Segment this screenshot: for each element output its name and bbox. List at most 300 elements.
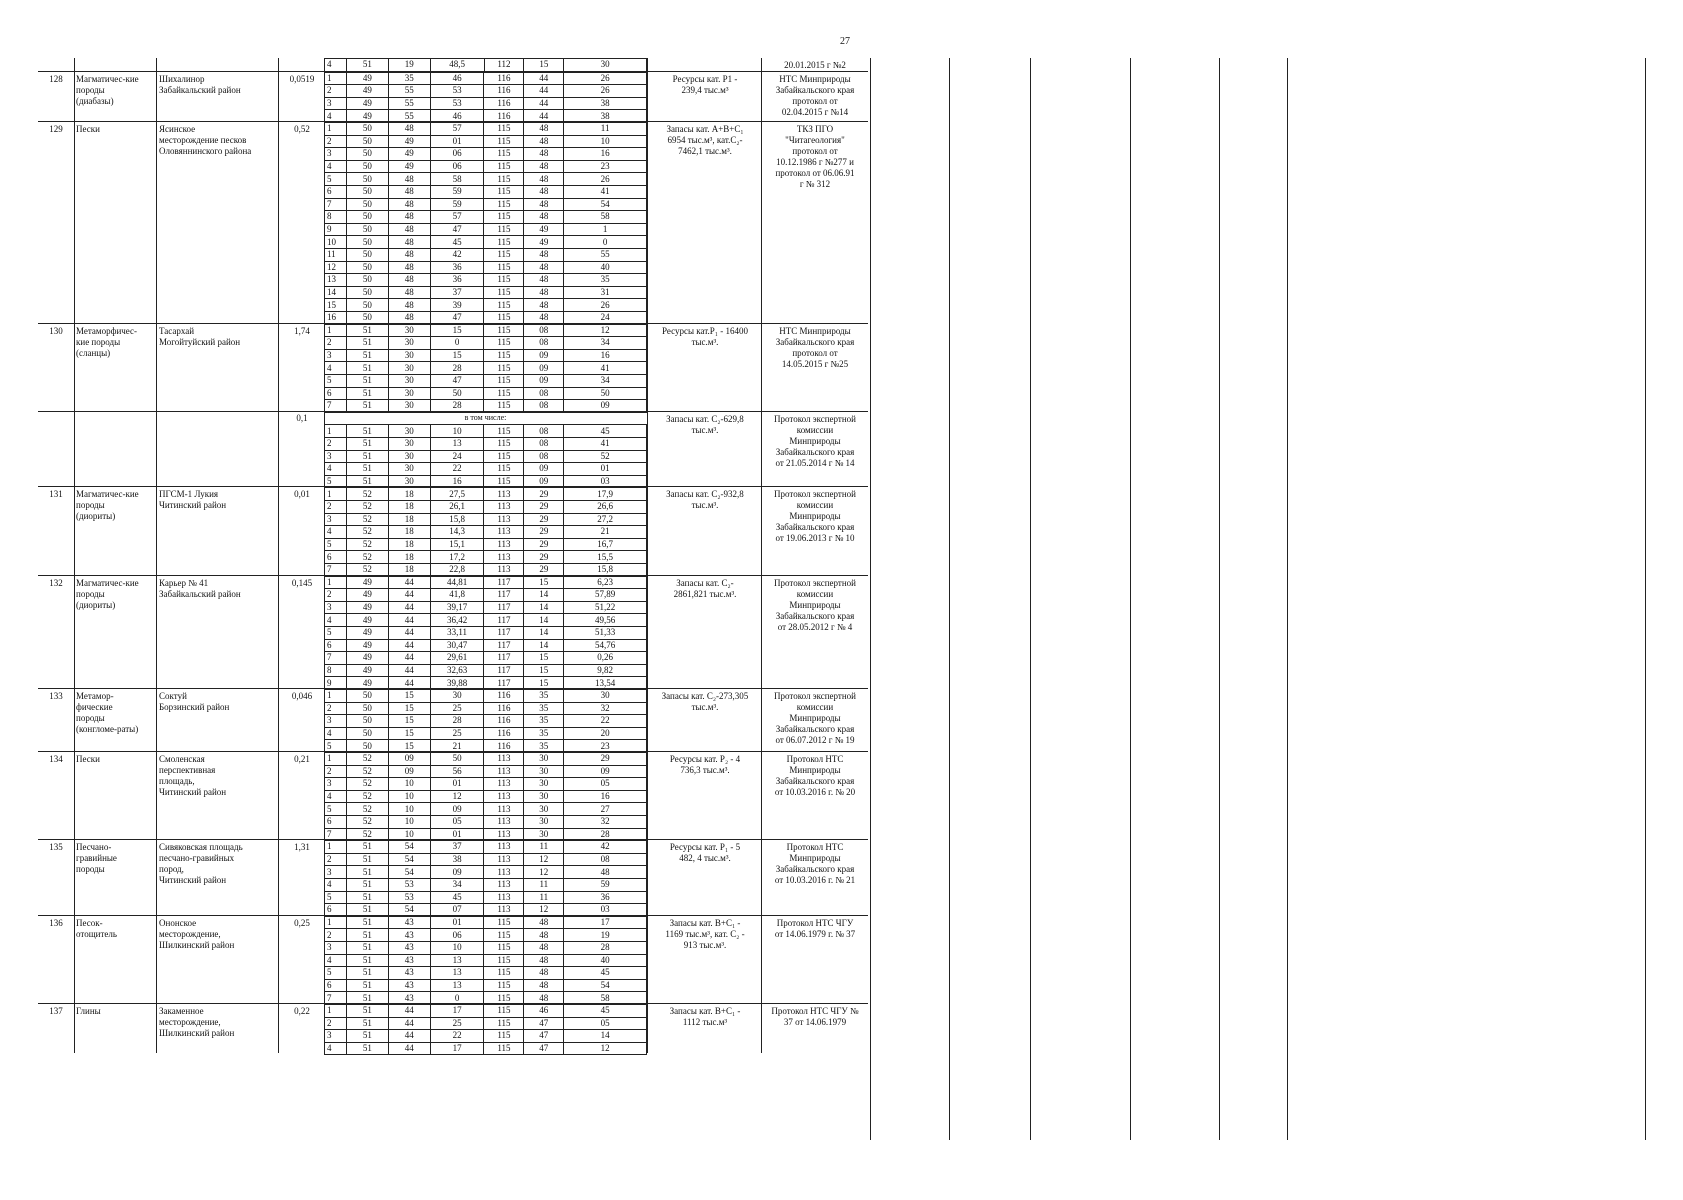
coordinate-row <box>325 337 647 350</box>
coordinate-cell: 15,8 <box>430 513 484 526</box>
column-divider <box>647 840 648 915</box>
coordinate-cell: 50 <box>346 248 388 261</box>
coordinate-cell: 113 <box>484 878 524 891</box>
coordinate-cell: 6 <box>325 185 347 198</box>
coordinate-cell: 14 <box>524 626 564 639</box>
column-divider <box>647 58 648 71</box>
column-divider <box>156 72 157 121</box>
coordinate-cell: 0 <box>430 337 484 350</box>
coordinate-cell: 15 <box>524 576 564 589</box>
deposit-name: Смоленская перспективная площадь, Читинский район <box>159 753 227 797</box>
coordinate-cell: 3 <box>325 97 347 110</box>
coordinate-cell: 116 <box>484 689 524 702</box>
coordinate-cell: 5 <box>325 374 347 387</box>
coordinate-cell: 51 <box>346 904 388 917</box>
coordinate-cell: 48 <box>388 185 430 198</box>
column-divider <box>647 916 648 1003</box>
coordinate-cell: 48 <box>524 954 564 967</box>
protocol-text: Протокол НТС Минприроды Забайкальского края от 10.03.2016 г. № 21 <box>774 842 856 886</box>
column-divider <box>156 324 157 411</box>
coordinate-cell: 08 <box>524 437 564 450</box>
coordinate-cell: 1 <box>325 488 347 501</box>
coordinate-cell: 15 <box>524 664 564 677</box>
coordinate-cell: 30 <box>524 803 564 816</box>
coordinate-cell: 48 <box>388 299 430 312</box>
coordinate-row <box>325 626 647 639</box>
coordinate-cell: 113 <box>484 538 524 551</box>
column-divider <box>949 58 950 1140</box>
column-divider <box>761 412 762 487</box>
coordinate-row <box>325 72 647 85</box>
coordinate-cell: 51 <box>346 954 388 967</box>
coordinate-cell: 29,61 <box>430 652 484 665</box>
coordinate-cell: 50 <box>564 387 647 400</box>
column-divider <box>156 840 157 915</box>
coordinate-cell: 55 <box>564 248 647 261</box>
coordinate-cell: 115 <box>484 261 524 274</box>
coordinate-cell: 5 <box>325 173 347 186</box>
coordinate-cell: 26 <box>564 173 647 186</box>
coordinate-cell: 44 <box>388 639 430 652</box>
column-divider <box>647 122 648 323</box>
coordinate-cell: 35 <box>524 689 564 702</box>
coordinate-cell: 29 <box>564 752 647 765</box>
coordinate-cell: 45 <box>564 1004 647 1017</box>
coordinate-cell: 113 <box>484 513 524 526</box>
coordinate-cell: 51,22 <box>564 601 647 614</box>
coordinate-cell: 115 <box>484 248 524 261</box>
coordinate-cell: 08 <box>524 425 564 438</box>
coordinate-cell: 33,11 <box>430 626 484 639</box>
coordinate-row <box>325 1042 647 1055</box>
coordinate-cell: 35 <box>524 740 564 753</box>
coordinate-cell: 2 <box>325 765 347 778</box>
reserves-text: Ресурсы кат.Р₁ - 16400 тыс.м³. <box>662 325 748 347</box>
coordinate-row <box>325 513 647 526</box>
column-divider <box>278 487 279 574</box>
coordinate-cell: 11 <box>564 122 647 135</box>
coordinate-cell: 21 <box>564 526 647 539</box>
coordinate-cell: 44,81 <box>430 576 484 589</box>
column-divider <box>278 576 279 688</box>
reserves-text: Запасы кат. С₂-932,8 тыс.м³. <box>666 489 744 511</box>
coordinate-cell: 51 <box>346 866 388 879</box>
coordinate-row <box>325 374 647 387</box>
column-divider <box>74 840 75 915</box>
coordinate-cell: 14 <box>524 601 564 614</box>
coordinate-cell: 4 <box>325 160 347 173</box>
coordinate-cell: 50 <box>346 740 388 753</box>
coordinate-cell: 16 <box>564 790 647 803</box>
column-divider <box>761 72 762 121</box>
column-divider <box>1287 58 1288 1140</box>
coordinate-cell: 3 <box>325 450 347 463</box>
coordinate-cell: 116 <box>484 740 524 753</box>
coordinate-cell: 30 <box>524 765 564 778</box>
coordinate-row <box>325 727 647 740</box>
coordinates-table <box>324 916 647 1005</box>
deposit-name: Шихалинор Забайкальский район <box>159 73 241 95</box>
column-divider <box>156 752 157 839</box>
coordinate-cell: 01 <box>430 916 484 929</box>
coordinate-cell: 57 <box>430 211 484 224</box>
column-divider <box>74 689 75 751</box>
coordinate-cell: 49 <box>346 97 388 110</box>
coordinate-cell: 36 <box>430 274 484 287</box>
column-divider <box>870 58 871 1140</box>
column-divider <box>278 752 279 839</box>
coordinates-table <box>324 752 647 841</box>
coordinate-row <box>325 122 647 135</box>
coordinate-cell: 43 <box>388 954 430 967</box>
coordinate-cell: 50 <box>346 727 388 740</box>
coordinate-cell: 113 <box>484 488 524 501</box>
rock-type: Метаморфичес- кие породы (сланцы) <box>76 325 137 358</box>
coordinate-cell: 15 <box>388 689 430 702</box>
coordinate-cell: 113 <box>484 891 524 904</box>
coordinate-cell: 7 <box>325 563 347 576</box>
coordinate-cell: 51 <box>346 400 388 413</box>
coordinate-cell: 49 <box>388 148 430 161</box>
coordinate-cell: 17,9 <box>564 488 647 501</box>
coordinate-row <box>325 286 647 299</box>
coordinate-cell: 48 <box>524 274 564 287</box>
coordinate-cell: 09 <box>564 765 647 778</box>
coordinate-cell: 52 <box>346 765 388 778</box>
column-divider <box>74 576 75 688</box>
coordinate-cell: 115 <box>484 299 524 312</box>
coordinate-cell: 39,88 <box>430 677 484 690</box>
coordinate-cell: 23 <box>564 160 647 173</box>
coordinate-cell: 50 <box>346 185 388 198</box>
coordinate-cell: 2 <box>325 337 347 350</box>
coordinate-cell: 28 <box>430 715 484 728</box>
coordinate-cell: 30 <box>524 828 564 841</box>
column-divider <box>761 576 762 688</box>
coordinate-cell: 18 <box>388 526 430 539</box>
coordinate-cell: 12 <box>325 261 347 274</box>
reserves-text: Ресурсы кат. Р₁ - 5 482, 4 тыс.м³. <box>669 842 741 864</box>
rock-type: Магматичес-кие породы (диабазы) <box>76 73 139 106</box>
coordinate-cell: 30 <box>388 324 430 337</box>
coordinate-cell: 14 <box>524 614 564 627</box>
deposit-name: Соктуй Борзинский район <box>159 690 230 712</box>
coordinate-row <box>325 97 647 110</box>
column-divider <box>156 487 157 574</box>
column-divider <box>761 1004 762 1053</box>
column-divider <box>1219 58 1220 1140</box>
coordinate-cell: 08 <box>524 337 564 350</box>
coordinate-cell: 41 <box>564 185 647 198</box>
coordinate-cell: 3 <box>325 1030 347 1043</box>
coordinate-cell: 30 <box>524 752 564 765</box>
coordinate-row <box>325 891 647 904</box>
coordinate-cell: 117 <box>484 576 524 589</box>
coordinate-cell: 44 <box>388 1030 430 1043</box>
coordinate-cell: 17 <box>430 1042 484 1055</box>
coordinate-cell: 1 <box>325 576 347 589</box>
coordinate-cell: 10 <box>388 815 430 828</box>
coordinate-cell: 47 <box>430 374 484 387</box>
coordinate-cell: 115 <box>484 135 524 148</box>
coordinate-cell: 06 <box>430 160 484 173</box>
coordinate-cell: 48 <box>524 248 564 261</box>
protocol-text: Протокол экспертной комиссии Минприроды Забайкальского края от 21.05.2014 г № 14 <box>774 413 856 468</box>
coordinate-cell: 43 <box>388 979 430 992</box>
coordinate-cell: 30 <box>564 59 647 72</box>
protocol-text: ТКЗ ПГО "Читагеология" протокол от 10.12.1986 г №277 и протокол от 06.06.91 г № 312 <box>775 123 855 189</box>
coordinate-cell: 13,54 <box>564 677 647 690</box>
coordinate-cell: 115 <box>484 160 524 173</box>
coordinate-cell: 50 <box>346 236 388 249</box>
coordinate-cell: 48 <box>524 211 564 224</box>
coordinate-cell: 0 <box>430 992 484 1005</box>
coordinate-cell: 52 <box>346 803 388 816</box>
deposit-name: Ясинское месторождение песков Оловяннинского района <box>159 123 252 156</box>
coordinate-row <box>325 185 647 198</box>
coordinate-cell: 51 <box>346 916 388 929</box>
coordinate-row <box>325 362 647 375</box>
coordinate-cell: 39 <box>430 299 484 312</box>
coordinate-cell: 115 <box>484 337 524 350</box>
row-number: 135 <box>49 842 63 853</box>
coordinate-cell: 1 <box>325 841 347 854</box>
page-number: 27 <box>840 36 850 47</box>
coordinate-cell: 36 <box>564 891 647 904</box>
reserves-text: Запасы кат. С₂-273,305 тыс.м³. <box>661 690 749 712</box>
coordinate-cell: 4 <box>325 362 347 375</box>
column-divider <box>647 1004 648 1053</box>
coordinate-cell: 52 <box>346 828 388 841</box>
coordinate-cell: 2 <box>325 1017 347 1030</box>
coordinate-cell: 30,47 <box>430 639 484 652</box>
coordinate-cell: 52 <box>564 450 647 463</box>
coordinate-cell: 12 <box>564 324 647 337</box>
coordinate-cell: 1 <box>564 223 647 236</box>
coordinate-cell: 4 <box>325 526 347 539</box>
coordinate-cell: 115 <box>484 148 524 161</box>
coordinate-cell: 115 <box>484 324 524 337</box>
coordinate-cell: 20 <box>564 727 647 740</box>
coordinate-cell: 115 <box>484 198 524 211</box>
coordinate-row <box>325 689 647 702</box>
coordinate-row <box>325 526 647 539</box>
coordinate-cell: 15 <box>524 59 564 72</box>
coordinate-cell: 49 <box>346 614 388 627</box>
coordinate-cell: 53 <box>388 891 430 904</box>
coordinate-cell: 29 <box>524 500 564 513</box>
coordinate-cell: 117 <box>484 664 524 677</box>
coordinate-cell: 51 <box>346 324 388 337</box>
coordinate-row <box>325 450 647 463</box>
column-divider <box>278 689 279 751</box>
coordinate-cell: 51 <box>346 475 388 488</box>
coordinate-cell: 05 <box>430 815 484 828</box>
coordinate-cell: 4 <box>325 110 347 123</box>
coordinate-cell: 59 <box>430 185 484 198</box>
reserves-text: Запасы кат. А+В+С₁ 6954 тыс.м³, кат.С₂- 7462,1 тыс.м³. <box>666 123 744 156</box>
coordinate-cell: 15 <box>388 702 430 715</box>
coordinate-cell: 4 <box>325 59 347 72</box>
protocol-text: Протокол НТС ЧГУ № 37 от 14.06.1979 <box>771 1005 859 1027</box>
column-divider <box>647 752 648 839</box>
coordinate-cell: 115 <box>484 274 524 287</box>
coordinate-cell: 50 <box>346 261 388 274</box>
protocol-text: Протокол НТС Минприроды Забайкальского края от 10.03.2016 г. № 20 <box>774 753 856 797</box>
coordinate-cell: 10 <box>388 790 430 803</box>
coordinate-cell: 25 <box>430 702 484 715</box>
coordinate-cell: 51 <box>346 979 388 992</box>
coordinate-cell: 2 <box>325 500 347 513</box>
coordinate-cell: 51 <box>346 349 388 362</box>
coordinate-cell: 13 <box>430 967 484 980</box>
coordinate-cell: 6 <box>325 904 347 917</box>
coordinate-row <box>325 223 647 236</box>
coordinate-cell: 24 <box>564 311 647 324</box>
column-divider <box>278 412 279 487</box>
row-number: 130 <box>49 325 63 336</box>
coordinate-cell: 06 <box>430 148 484 161</box>
coordinate-cell: 48 <box>388 274 430 287</box>
coordinate-cell: 115 <box>484 211 524 224</box>
coordinate-cell: 30 <box>388 387 430 400</box>
coordinate-cell: 50 <box>346 311 388 324</box>
coordinate-cell: 48 <box>388 198 430 211</box>
coordinate-cell: 15,1 <box>430 538 484 551</box>
coordinate-cell: 6 <box>325 979 347 992</box>
coordinate-cell: 48 <box>524 261 564 274</box>
column-divider <box>1030 58 1031 1140</box>
coordinate-cell: 26 <box>564 299 647 312</box>
coordinate-cell: 7 <box>325 652 347 665</box>
coordinate-row <box>325 652 647 665</box>
coordinate-cell: 115 <box>484 387 524 400</box>
coordinate-cell: 51 <box>346 929 388 942</box>
coordinate-cell: 48 <box>564 866 647 879</box>
coordinate-cell: 15 <box>388 727 430 740</box>
column-divider <box>647 324 648 411</box>
coordinate-cell: 1 <box>325 916 347 929</box>
coordinate-cell: 17,2 <box>430 551 484 564</box>
coordinate-cell: 113 <box>484 778 524 791</box>
coordinates-table <box>324 72 647 123</box>
coordinate-cell: 43 <box>388 916 430 929</box>
coordinate-cell: 51 <box>346 1030 388 1043</box>
coordinate-cell: 52 <box>346 500 388 513</box>
coordinate-cell: 38 <box>564 97 647 110</box>
column-divider <box>74 412 75 487</box>
coordinate-cell: 49 <box>346 664 388 677</box>
coordinate-cell: 47 <box>430 311 484 324</box>
column-divider <box>74 72 75 121</box>
coordinate-cell: 115 <box>484 916 524 929</box>
coordinate-cell: 15 <box>325 299 347 312</box>
coordinate-cell: 44 <box>388 652 430 665</box>
coordinate-cell: 43 <box>388 929 430 942</box>
coordinate-cell: 54 <box>564 198 647 211</box>
coordinate-cell: 01 <box>430 135 484 148</box>
coordinate-cell: 26,6 <box>564 500 647 513</box>
coordinate-cell: 50 <box>430 387 484 400</box>
coordinate-cell: 47 <box>524 1030 564 1043</box>
coordinate-cell: 30 <box>430 689 484 702</box>
coordinate-row <box>325 488 647 501</box>
coordinate-cell: 08 <box>524 400 564 413</box>
coordinate-cell: 5 <box>325 538 347 551</box>
coordinate-cell: 113 <box>484 752 524 765</box>
table-row <box>38 71 868 121</box>
coordinate-row <box>325 790 647 803</box>
coordinate-cell: 44 <box>388 1004 430 1017</box>
coordinate-cell: 37 <box>430 286 484 299</box>
coordinate-cell: 30 <box>388 374 430 387</box>
coordinate-cell: 48 <box>388 286 430 299</box>
coordinate-cell: 09 <box>564 400 647 413</box>
coordinate-cell: 11 <box>524 841 564 854</box>
column-divider <box>156 1004 157 1053</box>
area-value: 1,31 <box>294 842 310 853</box>
coordinate-cell: 115 <box>484 1042 524 1055</box>
coordinate-cell: 113 <box>484 551 524 564</box>
coordinate-row <box>325 248 647 261</box>
column-divider <box>761 689 762 751</box>
coordinate-cell: 51 <box>346 1017 388 1030</box>
coordinate-row <box>325 1030 647 1043</box>
coordinate-cell: 51 <box>346 437 388 450</box>
coordinate-cell: 48 <box>524 286 564 299</box>
coordinate-cell: 2 <box>325 437 347 450</box>
coordinate-cell: 11 <box>524 878 564 891</box>
column-divider <box>156 122 157 323</box>
coordinate-cell: 55 <box>388 97 430 110</box>
coordinate-cell: 45 <box>564 425 647 438</box>
coordinate-cell: 10 <box>430 941 484 954</box>
reserves-text: Запасы кат. В+С₁ - 1112 тыс.м³ <box>669 1005 741 1027</box>
column-divider <box>156 916 157 1003</box>
coordinate-cell: 44 <box>524 110 564 123</box>
column-divider <box>74 752 75 839</box>
coordinate-cell: 47 <box>430 223 484 236</box>
deposit-name: Карьер № 41 Забайкальский район <box>159 577 241 599</box>
coordinate-cell: 48 <box>388 122 430 135</box>
coordinate-cell: 115 <box>484 122 524 135</box>
coordinate-row <box>325 1017 647 1030</box>
coordinate-cell: 46 <box>430 72 484 85</box>
coordinate-cell: 10 <box>388 828 430 841</box>
table-row <box>38 411 868 487</box>
coordinate-cell: 28 <box>564 941 647 954</box>
coordinate-cell: 48 <box>524 135 564 148</box>
coordinate-row <box>325 236 647 249</box>
protocol-text: 20.01.2015 г №2 <box>784 60 846 70</box>
deposit-name: Ононское месторождение, Шилкинский район <box>159 917 235 950</box>
coordinate-cell: 3 <box>325 715 347 728</box>
coordinate-cell: 48 <box>524 929 564 942</box>
coordinate-row <box>325 601 647 614</box>
coordinate-cell: 34 <box>564 374 647 387</box>
coordinate-cell: 24 <box>430 450 484 463</box>
coordinate-cell: 09 <box>388 765 430 778</box>
coordinate-cell: 53 <box>430 85 484 98</box>
coordinate-cell: 9 <box>325 677 347 690</box>
area-value: 0,25 <box>294 917 310 928</box>
coordinate-cell: 12 <box>430 790 484 803</box>
coordinate-cell: 54 <box>388 841 430 854</box>
coordinate-row <box>325 715 647 728</box>
rock-type: Пески <box>76 123 100 134</box>
coordinate-row <box>325 349 647 362</box>
coordinate-row <box>325 324 647 337</box>
